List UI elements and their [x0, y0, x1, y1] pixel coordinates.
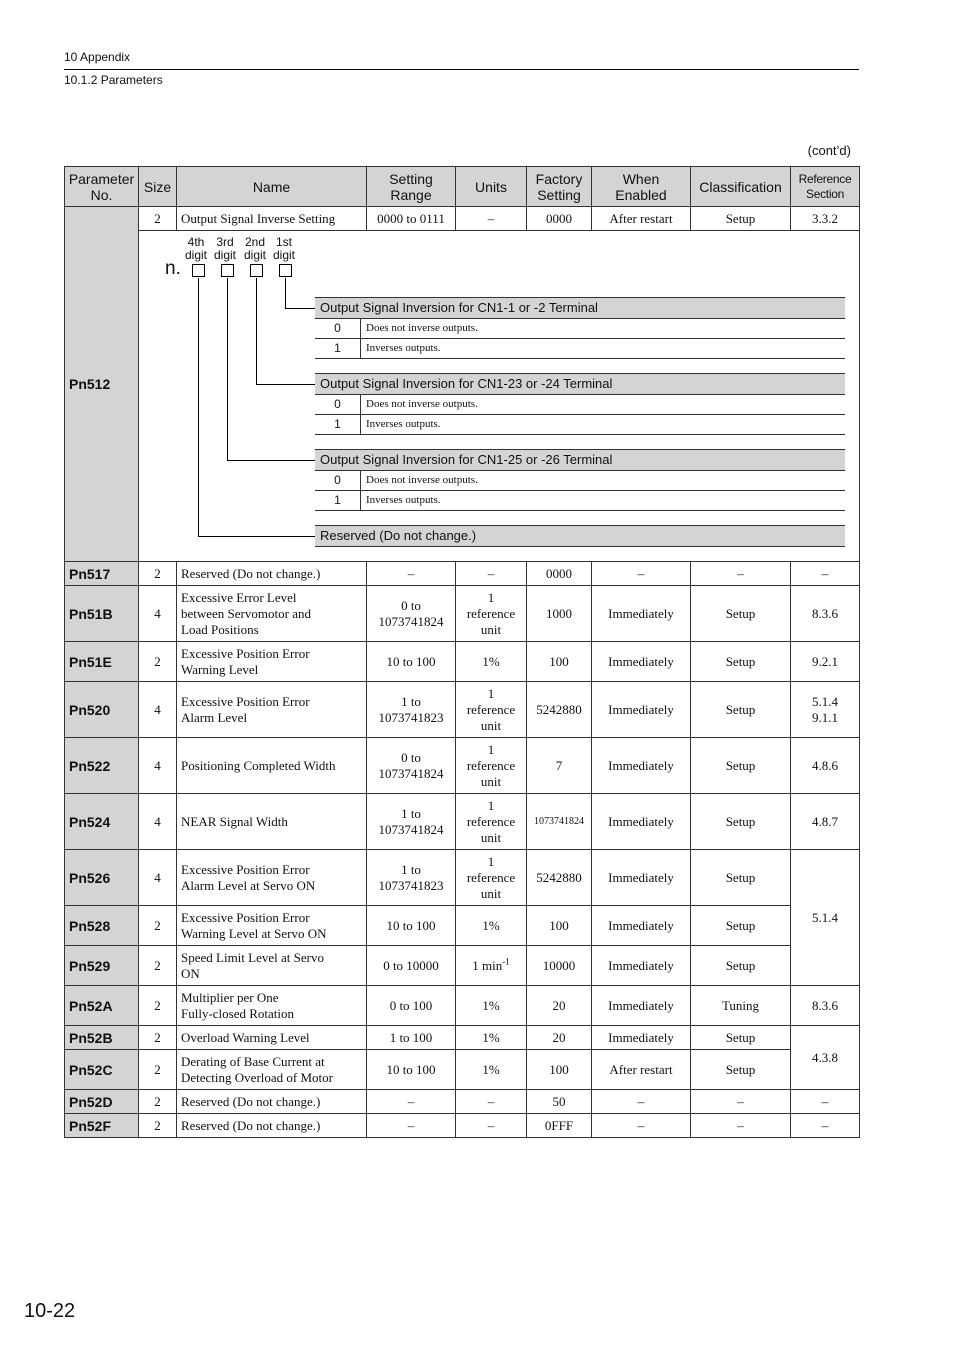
cell-factory: 0000	[527, 207, 592, 231]
cell-when: Immediately	[592, 850, 691, 906]
cell-name: Excessive Position Error Alarm Level at Servo ON	[177, 850, 367, 906]
cell-class: Setup	[691, 586, 791, 642]
cell-units: 1 reference unit	[456, 586, 527, 642]
cell-size: 2	[139, 986, 177, 1026]
param-no: Pn529	[65, 946, 139, 986]
connector-2nd-h	[256, 384, 315, 385]
cell-range: 10 to 100	[367, 642, 456, 682]
cell-when: After restart	[592, 1050, 691, 1090]
cell-name: Reserved (Do not change.)	[177, 562, 367, 586]
cell-units: 1 reference unit	[456, 850, 527, 906]
cell-name: Excessive Error Level between Servomotor and Load Positions	[177, 586, 367, 642]
param-no: Pn52B	[65, 1026, 139, 1050]
cell-class: Setup	[691, 738, 791, 794]
param-no: Pn52A	[65, 986, 139, 1026]
list-item: 0 Does not inverse outputs.	[315, 319, 845, 339]
cell-name: Reserved (Do not change.)	[177, 1090, 367, 1114]
cell-factory: 1073741824	[527, 794, 592, 850]
table-row	[65, 562, 860, 586]
cell-range: 10 to 100	[367, 906, 456, 946]
digit-group-2nd	[315, 373, 845, 435]
cell-when: Immediately	[592, 906, 691, 946]
table-row	[65, 682, 860, 738]
cell-class: Setup	[691, 794, 791, 850]
digit-box-1st	[279, 264, 292, 277]
table-row	[65, 1026, 860, 1050]
cell-factory: 20	[527, 1026, 592, 1050]
col-header-factory-setting: Factory Setting	[527, 167, 592, 207]
table-row	[65, 207, 860, 231]
cell-units: –	[456, 562, 527, 586]
cell-ref: 8.3.6	[791, 986, 860, 1026]
col-header-name: Name	[177, 167, 367, 207]
parameter-table	[64, 166, 860, 1138]
cell-ref: –	[791, 1114, 860, 1138]
cell-ref: 4.8.7	[791, 794, 860, 850]
table-row	[65, 946, 860, 986]
cell-when: Immediately	[592, 1026, 691, 1050]
cell-ref: –	[791, 1090, 860, 1114]
cell-class: –	[691, 562, 791, 586]
group-title: Reserved (Do not change.)	[315, 525, 845, 547]
cell-range: 10 to 100	[367, 1050, 456, 1090]
cell-size: 4	[139, 682, 177, 738]
table-row	[65, 1090, 860, 1114]
list-item: 0 Does not inverse outputs.	[315, 395, 845, 415]
param-no: Pn52F	[65, 1114, 139, 1138]
section-header: 10.1.2 Parameters	[64, 73, 163, 87]
group-title: Output Signal Inversion for CN1-23 or -24 Terminal	[315, 373, 845, 395]
cell-class: –	[691, 1090, 791, 1114]
cell-when: Immediately	[592, 682, 691, 738]
cell-name: Excessive Position Error Warning Level at Servo ON	[177, 906, 367, 946]
n-prefix: n.	[165, 258, 181, 279]
cell-factory: 0000	[527, 562, 592, 586]
cell-units: 1 reference unit	[456, 794, 527, 850]
cell-name: Excessive Position Error Alarm Level	[177, 682, 367, 738]
cell-size: 4	[139, 794, 177, 850]
page-number: 10-22	[24, 1300, 76, 1322]
cell-factory: 10000	[527, 946, 592, 986]
cell-name: Excessive Position Error Warning Level	[177, 642, 367, 682]
param-no: Pn51E	[65, 642, 139, 682]
group-title: Output Signal Inversion for CN1-1 or -2 Terminal	[315, 297, 845, 319]
cell-size: 2	[139, 642, 177, 682]
param-no: Pn524	[65, 794, 139, 850]
list-item: 1 Inverses outputs.	[315, 415, 845, 435]
cell-class: Setup	[691, 850, 791, 906]
cell-factory: 1000	[527, 586, 592, 642]
cell-factory: 20	[527, 986, 592, 1026]
diagram-row	[65, 231, 860, 562]
cell-factory: 100	[527, 906, 592, 946]
digit-diagram	[139, 231, 859, 561]
continued-label: (cont’d)	[807, 143, 851, 158]
cell-range: 1 to 100	[367, 1026, 456, 1050]
param-no: Pn522	[65, 738, 139, 794]
cell-name: Multiplier per One Fully-closed Rotation	[177, 986, 367, 1026]
cell-range: –	[367, 1114, 456, 1138]
param-no: Pn52D	[65, 1090, 139, 1114]
cell-units: 1 reference unit	[456, 738, 527, 794]
cell-range: –	[367, 562, 456, 586]
param-no: Pn52C	[65, 1050, 139, 1090]
cell-units: –	[456, 207, 527, 231]
list-item: 0 Does not inverse outputs.	[315, 471, 845, 491]
connector-4th	[198, 278, 199, 536]
connector-3rd-h	[227, 460, 315, 461]
cell-units: 1 $\min^{-1}$	[456, 946, 527, 986]
cell-factory: 50	[527, 1090, 592, 1114]
digit-group-3rd	[315, 449, 845, 511]
group-title: Output Signal Inversion for CN1-25 or -26 Terminal	[315, 449, 845, 471]
cell-when: Immediately	[592, 738, 691, 794]
digit-box-4th	[192, 264, 205, 277]
param-no: Pn51B	[65, 586, 139, 642]
connector-3rd	[227, 278, 228, 460]
cell-class: Setup	[691, 642, 791, 682]
cell-ref: 3.3.2	[791, 207, 860, 231]
col-header-reference: Reference Section	[791, 167, 860, 207]
connector-1st	[285, 278, 286, 308]
col-header-classification: Classification	[691, 167, 791, 207]
cell-name: Overload Warning Level	[177, 1026, 367, 1050]
digit-diagram-cell	[139, 231, 860, 562]
table-row	[65, 850, 860, 906]
cell-units: 1%	[456, 1026, 527, 1050]
table-header-row	[65, 167, 860, 207]
cell-class: Setup	[691, 207, 791, 231]
cell-size: 2	[139, 906, 177, 946]
list-item: 1 Inverses outputs.	[315, 491, 845, 511]
cell-class: Tuning	[691, 986, 791, 1026]
col-header-setting-range: Setting Range	[367, 167, 456, 207]
cell-range: 0 to 100	[367, 986, 456, 1026]
cell-when: Immediately	[592, 986, 691, 1026]
digit-group-4th	[315, 525, 845, 547]
cell-units: 1%	[456, 906, 527, 946]
col-header-units: Units	[456, 167, 527, 207]
table-row	[65, 586, 860, 642]
param-no: Pn512	[65, 207, 139, 562]
cell-range: 1 to 1073741824	[367, 794, 456, 850]
cell-class: Setup	[691, 906, 791, 946]
cell-when: Immediately	[592, 642, 691, 682]
cell-range: 0000 to 0111	[367, 207, 456, 231]
cell-class: Setup	[691, 946, 791, 986]
col-header-param-no: Parameter No.	[65, 167, 139, 207]
cell-when: Immediately	[592, 586, 691, 642]
cell-units: 1 reference unit	[456, 682, 527, 738]
digit-label-1st: 1st digit	[272, 235, 295, 262]
param-no: Pn526	[65, 850, 139, 906]
cell-size: 2	[139, 1114, 177, 1138]
cell-name: Reserved (Do not change.)	[177, 1114, 367, 1138]
cell-units: 1%	[456, 1050, 527, 1090]
cell-name: NEAR Signal Width	[177, 794, 367, 850]
cell-range: 0 to 1073741824	[367, 738, 456, 794]
cell-ref: –	[791, 562, 860, 586]
cell-range: 1 to 1073741823	[367, 850, 456, 906]
cell-when: –	[592, 562, 691, 586]
param-no: Pn520	[65, 682, 139, 738]
cell-units: –	[456, 1090, 527, 1114]
cell-when: –	[592, 1090, 691, 1114]
table-row	[65, 642, 860, 682]
cell-ref: 5.1.4	[791, 850, 860, 986]
cell-factory: 5242880	[527, 850, 592, 906]
param-no: Pn528	[65, 906, 139, 946]
cell-size: 2	[139, 946, 177, 986]
cell-class: Setup	[691, 1026, 791, 1050]
table-row	[65, 794, 860, 850]
cell-size: 2	[139, 1050, 177, 1090]
connector-1st-h	[285, 308, 315, 309]
cell-range: 1 to 1073741823	[367, 682, 456, 738]
digit-box-3rd	[221, 264, 234, 277]
cell-size: 2	[139, 562, 177, 586]
cell-range: 0 to 10000	[367, 946, 456, 986]
cell-factory: 100	[527, 1050, 592, 1090]
table-row	[65, 738, 860, 794]
cell-size: 2	[139, 1026, 177, 1050]
col-header-size: Size	[139, 167, 177, 207]
cell-class: –	[691, 1114, 791, 1138]
cell-size: 2	[139, 1090, 177, 1114]
connector-4th-h	[198, 536, 315, 537]
cell-ref: 4.8.6	[791, 738, 860, 794]
cell-class: Setup	[691, 682, 791, 738]
digit-label-3rd: 3rd digit	[213, 235, 236, 262]
cell-when: Immediately	[592, 946, 691, 986]
cell-factory: 100	[527, 642, 592, 682]
cell-ref: 8.3.6	[791, 586, 860, 642]
connector-2nd	[256, 278, 257, 384]
cell-name: Output Signal Inverse Setting	[177, 207, 367, 231]
digit-box-2nd	[250, 264, 263, 277]
cell-when: After restart	[592, 207, 691, 231]
header-rule	[64, 69, 859, 70]
cell-ref: 4.3.8	[791, 1026, 860, 1090]
cell-units: 1%	[456, 642, 527, 682]
cell-name: Derating of Base Current at Detecting Overload of Motor	[177, 1050, 367, 1090]
col-header-when-enabled: When Enabled	[592, 167, 691, 207]
chapter-header: 10 Appendix	[64, 50, 131, 64]
cell-name: Positioning Completed Width	[177, 738, 367, 794]
cell-when: Immediately	[592, 794, 691, 850]
table-row	[65, 906, 860, 946]
digit-label-2nd: 2nd digit	[243, 235, 266, 262]
cell-factory: 0FFF	[527, 1114, 592, 1138]
digit-group-1st	[315, 297, 845, 359]
cell-size: 4	[139, 586, 177, 642]
table-row	[65, 986, 860, 1026]
cell-factory: 7	[527, 738, 592, 794]
cell-ref: 5.1.4 9.1.1	[791, 682, 860, 738]
digit-label-4th: 4th digit	[184, 235, 207, 262]
cell-size: 2	[139, 207, 177, 231]
cell-when: –	[592, 1114, 691, 1138]
list-item: 1 Inverses outputs.	[315, 339, 845, 359]
cell-factory: 5242880	[527, 682, 592, 738]
table-row	[65, 1114, 860, 1138]
cell-range: –	[367, 1090, 456, 1114]
table-row	[65, 1050, 860, 1090]
cell-ref: 9.2.1	[791, 642, 860, 682]
cell-range: 0 to 1073741824	[367, 586, 456, 642]
param-no: Pn517	[65, 562, 139, 586]
cell-units: 1%	[456, 986, 527, 1026]
cell-units: –	[456, 1114, 527, 1138]
cell-size: 4	[139, 738, 177, 794]
cell-size: 4	[139, 850, 177, 906]
cell-class: Setup	[691, 1050, 791, 1090]
cell-name: Speed Limit Level at Servo ON	[177, 946, 367, 986]
